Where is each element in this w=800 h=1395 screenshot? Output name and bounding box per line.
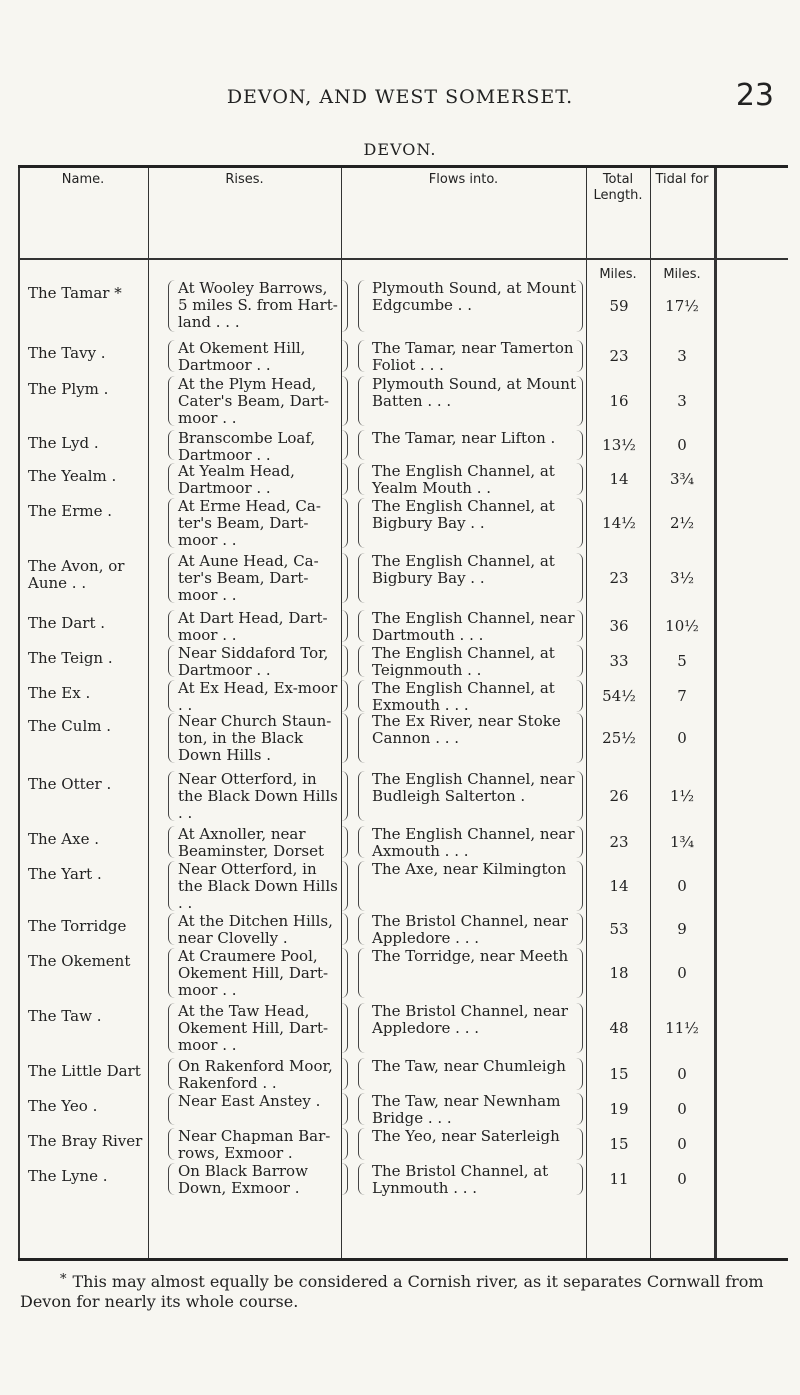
river-name: The Erme .	[28, 502, 113, 520]
river-name: The Okement	[28, 952, 131, 970]
river-flows-into: The English Channel, at Bigbury Bay . .	[358, 498, 583, 548]
river-total-length: 23	[609, 346, 629, 365]
river-flows-into: The Tamar, near Lifton .	[358, 430, 583, 460]
river-flows-into: The English Channel, near Dartmouth . . .	[358, 610, 583, 642]
river-name: The Yealm .	[28, 467, 117, 485]
river-tidal-length: 0	[677, 1169, 687, 1188]
river-flows-into: The Tamar, near Tamerton Foliot . . .	[358, 340, 583, 372]
river-name: The Lyd .	[28, 434, 99, 452]
river-tidal-length: 3	[677, 391, 687, 410]
river-flows-into: The English Channel, at Yealm Mouth . .	[358, 463, 583, 495]
river-total-length: 26	[609, 786, 629, 805]
river-tidal-length: 0	[677, 728, 687, 747]
river-total-length: 48	[609, 1018, 629, 1037]
river-flows-into: Plymouth Sound, at Mount Edgcumbe . .	[358, 280, 583, 332]
rivers-table	[18, 165, 788, 1261]
river-flows-into: The English Channel, at Teignmouth . .	[358, 645, 583, 677]
river-name: The Yart .	[28, 865, 102, 883]
river-tidal-length: 3½	[669, 568, 695, 587]
page-number: 23	[735, 78, 774, 113]
river-total-length: 36	[609, 616, 629, 635]
table-row	[18, 498, 788, 550]
river-rises: At Axnoller, near Beaminster, Dorset	[168, 826, 348, 858]
column-header-name: Name.	[61, 172, 105, 187]
table-row	[18, 553, 788, 605]
river-flows-into: The Taw, near Newnham Bridge . . .	[358, 1093, 583, 1125]
river-total-length: 59	[609, 296, 629, 315]
river-name: The Tavy .	[28, 344, 106, 362]
river-name: The Culm .	[28, 717, 112, 735]
column-header-rises: Rises.	[225, 172, 264, 187]
river-name: The Little Dart	[28, 1062, 141, 1080]
section-title: DEVON.	[363, 140, 437, 159]
table-row	[18, 463, 788, 497]
river-rises: At Okement Hill, Dartmoor . .	[168, 340, 348, 372]
river-name: The Teign .	[28, 649, 113, 667]
table-row	[18, 826, 788, 860]
river-rises: At Wooley Barrows, 5 miles S. from Hart-land . . .	[168, 280, 348, 332]
river-flows-into: The Axe, near Kilmington	[358, 861, 583, 911]
column-header-flows: Flows into.	[428, 172, 499, 187]
river-rises: At Yealm Head, Dartmoor . .	[168, 463, 348, 495]
river-rises: At Ex Head, Ex-moor . .	[168, 680, 348, 712]
river-name: The Dart .	[28, 614, 106, 632]
river-tidal-length: 0	[677, 876, 687, 895]
header-rule	[18, 258, 788, 260]
river-total-length: 23	[609, 568, 629, 587]
river-flows-into: The Torridge, near Meeth	[358, 948, 583, 998]
table-row	[18, 430, 788, 462]
river-total-length: 54½	[602, 686, 636, 705]
river-tidal-length: 2½	[669, 513, 695, 532]
table-row	[18, 948, 788, 1000]
length-unit: Miles.	[599, 267, 637, 282]
river-tidal-length: 7	[677, 686, 687, 705]
running-head	[0, 78, 800, 116]
column-header-length: Total Length.	[593, 172, 643, 203]
river-total-length: 16	[609, 391, 629, 410]
river-tidal-length: 0	[677, 963, 687, 982]
river-flows-into: The Yeo, near Saterleigh	[358, 1128, 583, 1160]
table-row	[18, 645, 788, 679]
river-total-length: 13½	[602, 435, 636, 454]
tidal-unit: Miles.	[663, 267, 701, 282]
river-rises: Near Otterford, in the Black Down Hills . .	[168, 861, 348, 911]
table-row	[18, 610, 788, 644]
footnote-marker: *	[60, 1272, 67, 1287]
river-rises: At Erme Head, Ca-ter's Beam, Dart-moor . .	[168, 498, 348, 548]
table-row	[18, 913, 788, 947]
river-rises: At the Plym Head, Cater's Beam, Dart-moor . .	[168, 376, 348, 426]
river-flows-into: The Taw, near Chumleigh	[358, 1058, 583, 1090]
table-row	[18, 1058, 788, 1092]
river-rises: At Aune Head, Ca-ter's Beam, Dart-moor . .	[168, 553, 348, 603]
river-tidal-length: 0	[677, 1099, 687, 1118]
table-row	[18, 861, 788, 913]
table-row	[18, 771, 788, 823]
table-row	[18, 340, 788, 374]
river-total-length: 14½	[602, 513, 636, 532]
river-name: The Taw .	[28, 1007, 102, 1025]
river-total-length: 14	[609, 469, 629, 488]
river-total-length: 11	[609, 1169, 629, 1188]
river-total-length: 18	[609, 963, 629, 982]
river-total-length: 14	[609, 876, 629, 895]
river-tidal-length: 11½	[665, 1018, 699, 1037]
river-name: The Tamar *	[28, 284, 122, 302]
river-rises: Near Siddaford Tor, Dartmoor . .	[168, 645, 348, 677]
table-row	[18, 713, 788, 765]
river-tidal-length: 0	[677, 435, 687, 454]
river-tidal-length: 0	[677, 1064, 687, 1083]
river-tidal-length: 0	[677, 1134, 687, 1153]
column-header-tidal: Tidal for	[655, 172, 709, 187]
river-flows-into: Plymouth Sound, at Mount Batten . . .	[358, 376, 583, 426]
river-total-length: 53	[609, 919, 629, 938]
river-rises: At the Ditchen Hills, near Clovelly .	[168, 913, 348, 945]
river-total-length: 25½	[602, 728, 636, 747]
river-rises: Near Chapman Bar-rows, Exmoor .	[168, 1128, 348, 1160]
river-rises: At Dart Head, Dart-moor . .	[168, 610, 348, 642]
river-name: The Lyne .	[28, 1167, 108, 1185]
river-flows-into: The Bristol Channel, near Appledore . . .	[358, 1003, 583, 1053]
river-rises: Near Otterford, in the Black Down Hills . .	[168, 771, 348, 821]
table-row	[18, 680, 788, 714]
river-tidal-length: 1¾	[669, 832, 695, 851]
river-name: The Ex .	[28, 684, 91, 702]
river-flows-into: The Ex River, near Stoke Cannon . . .	[358, 713, 583, 763]
river-rises: On Black Barrow Down, Exmoor .	[168, 1163, 348, 1195]
river-name: The Torridge	[28, 917, 127, 935]
table-row	[18, 1163, 788, 1197]
river-rises: Branscombe Loaf, Dartmoor . .	[168, 430, 348, 460]
river-rises: On Rakenford Moor, Rakenford . .	[168, 1058, 348, 1090]
river-total-length: 23	[609, 832, 629, 851]
river-rises: Near Church Staun-ton, in the Black Down Hills .	[168, 713, 348, 763]
river-tidal-length: 5	[677, 651, 687, 670]
river-tidal-length: 1½	[669, 786, 695, 805]
river-total-length: 33	[609, 651, 629, 670]
river-rises: Near East Anstey .	[168, 1093, 348, 1125]
river-total-length: 19	[609, 1099, 629, 1118]
river-flows-into: The English Channel, near Budleigh Salterton .	[358, 771, 583, 821]
table-row	[18, 376, 788, 428]
river-name: The Plym .	[28, 380, 109, 398]
river-name: The Bray River	[28, 1132, 143, 1150]
river-tidal-length: 3¾	[669, 469, 695, 488]
river-total-length: 15	[609, 1134, 629, 1153]
river-tidal-length: 3	[677, 346, 687, 365]
river-flows-into: The English Channel, at Exmouth . . .	[358, 680, 583, 712]
table-row	[18, 1003, 788, 1055]
river-tidal-length: 17½	[665, 296, 699, 315]
river-rises: At the Taw Head, Okement Hill, Dart-moor . .	[168, 1003, 348, 1053]
footnote-text: This may almost equally be considered a Cornish river, as it separates Cornwall from Devon for nearly its whole course.	[20, 1272, 764, 1311]
river-name: The Otter .	[28, 775, 112, 793]
river-total-length: 15	[609, 1064, 629, 1083]
river-flows-into: The English Channel, near Axmouth . . .	[358, 826, 583, 858]
river-tidal-length: 9	[677, 919, 687, 938]
river-rises: At Craumere Pool, Okement Hill, Dart-moor . .	[168, 948, 348, 998]
table-row	[18, 1093, 788, 1127]
river-flows-into: The Bristol Channel, near Appledore . . .	[358, 913, 583, 945]
table-row	[18, 280, 788, 334]
table-row	[18, 1128, 788, 1162]
river-tidal-length: 10½	[665, 616, 699, 635]
river-name: The Yeo .	[28, 1097, 98, 1115]
footnote	[20, 1270, 790, 1312]
river-name: The Avon, or Aune . .	[28, 557, 125, 592]
river-name: The Axe .	[28, 830, 100, 848]
running-title: DEVON, AND WEST SOMERSET.	[226, 86, 574, 108]
river-flows-into: The Bristol Channel, at Lynmouth . . .	[358, 1163, 583, 1195]
river-flows-into: The English Channel, at Bigbury Bay . .	[358, 553, 583, 603]
